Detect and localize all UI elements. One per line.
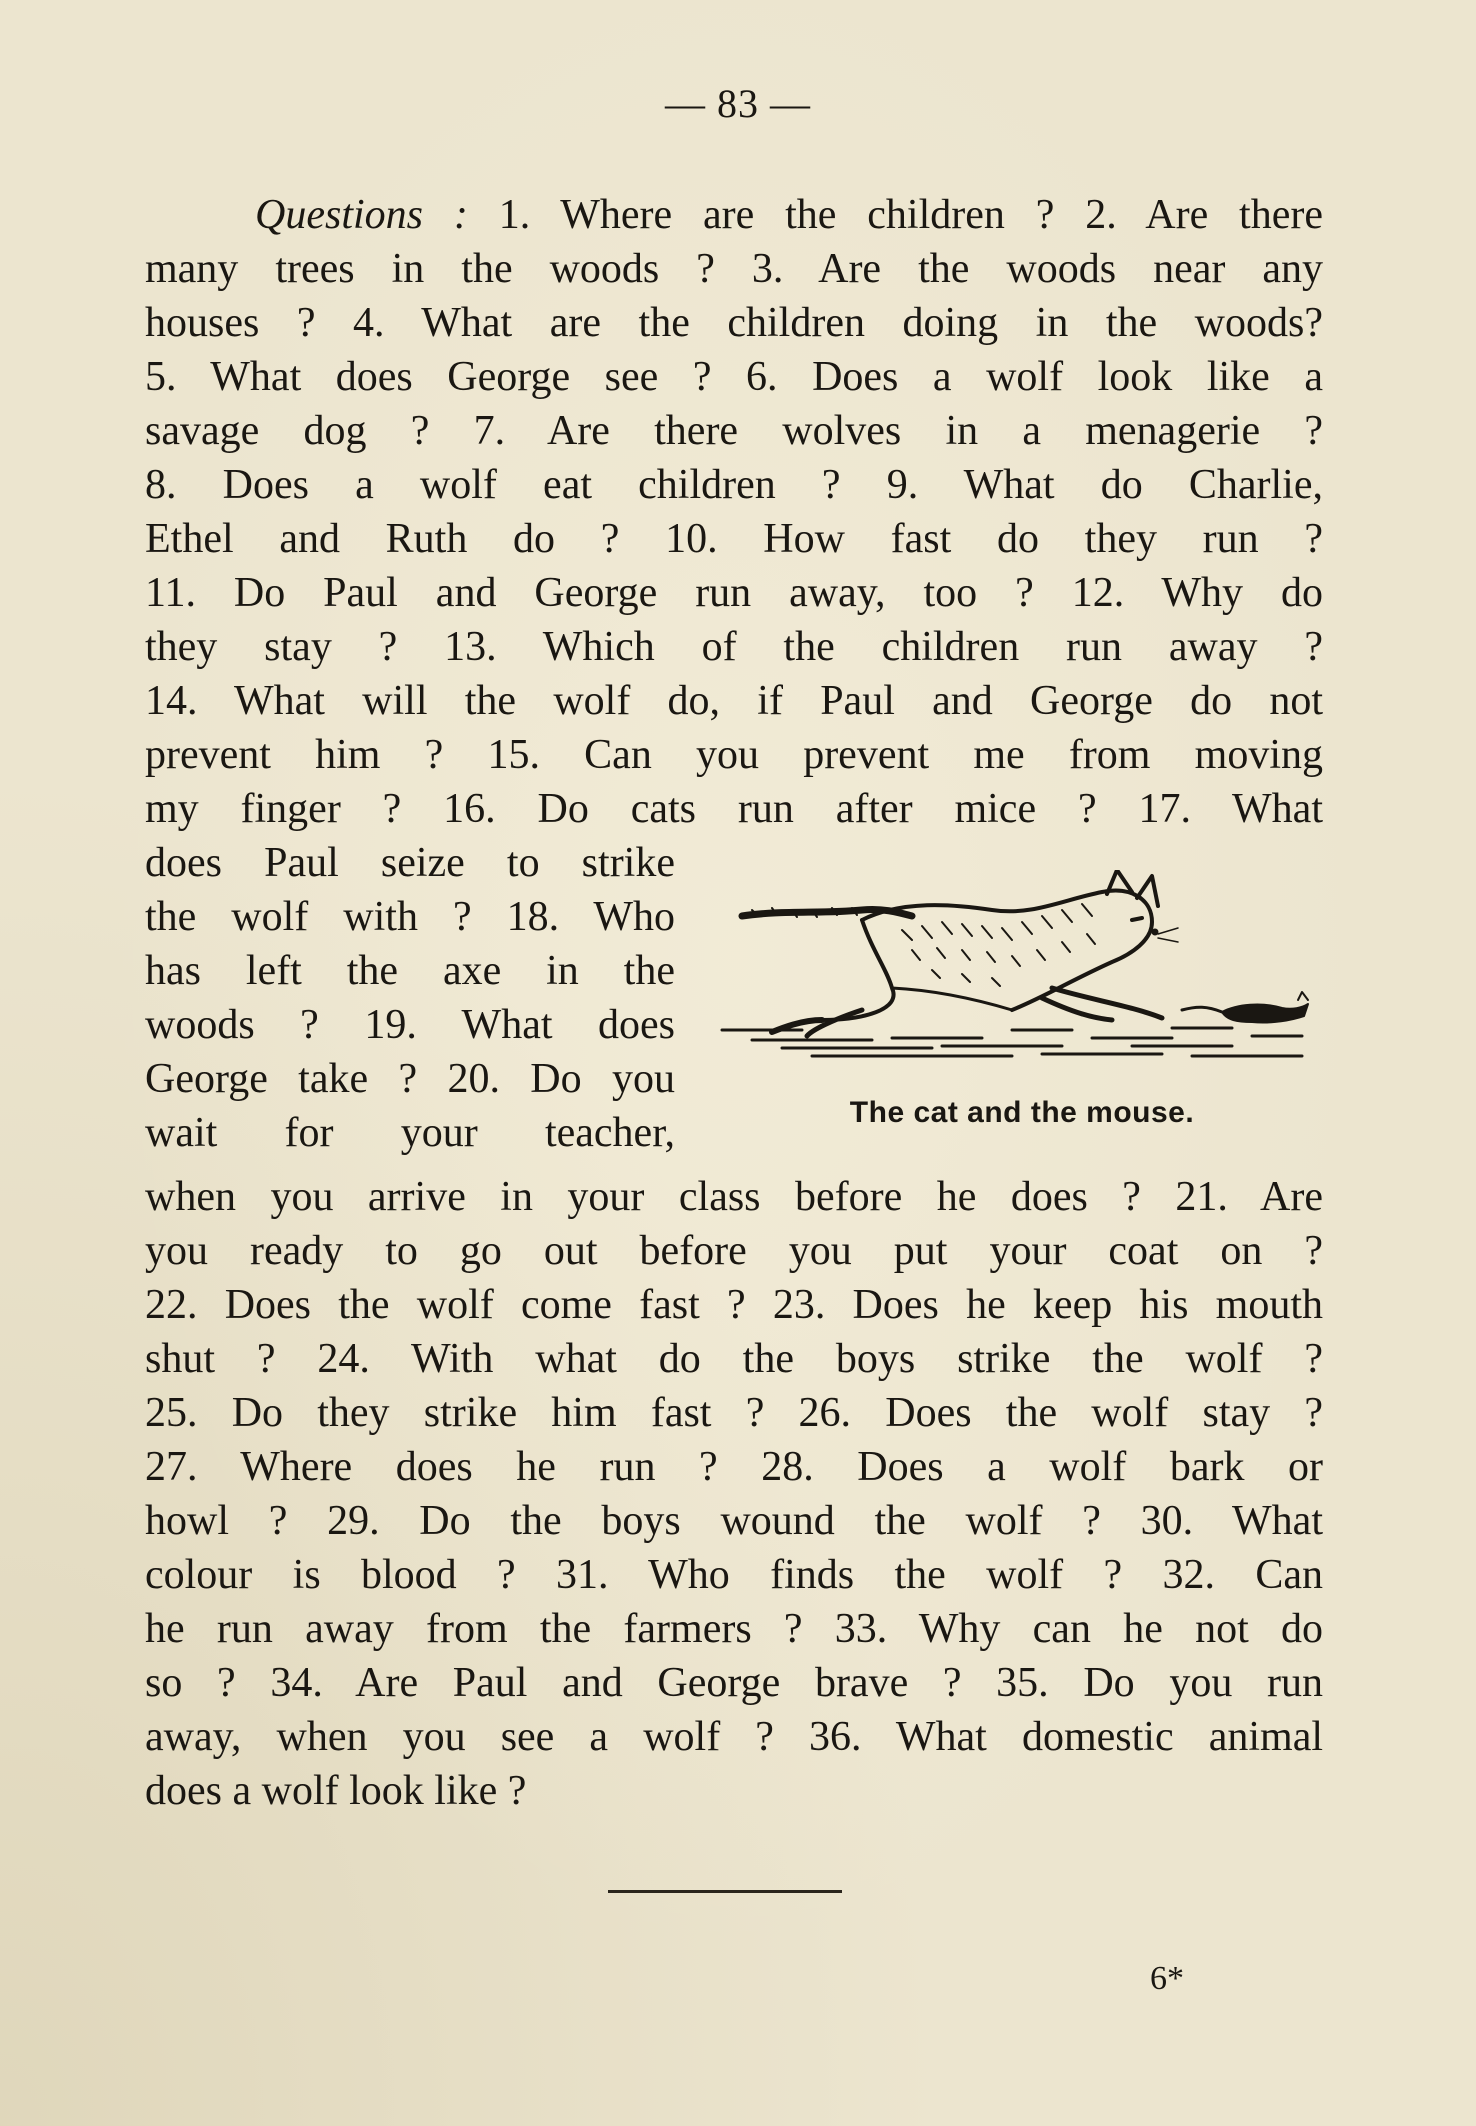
text-line: savage dog ? 7. Are there wolves in a menagerie ? <box>145 408 1323 454</box>
questions-paragraph-top <box>145 188 1323 836</box>
cat-chasing-mouse-illustration <box>712 870 1322 1070</box>
text-line: wait for your teacher, <box>145 1110 675 1156</box>
text-line: howl ? 29. Do the boys wound the wolf ? 30. What <box>145 1498 1323 1544</box>
text-line <box>145 188 1323 242</box>
questions-paragraph-bottom <box>145 1170 1323 1818</box>
text-line: he run away from the farmers ? 33. Why can he not do <box>145 1606 1323 1652</box>
text-line: you ready to go out before you put your coat on ? <box>145 1228 1323 1274</box>
text-line: George take ? 20. Do you <box>145 1056 675 1102</box>
text-line: does Paul seize to strike <box>145 840 675 886</box>
text-line: my finger ? 16. Do cats run after mice ? 17. What <box>145 786 1323 832</box>
text-line: 8. Does a wolf eat children ? 9. What do Charlie, <box>145 462 1323 508</box>
text-line: the wolf with ? 18. Who <box>145 894 675 940</box>
section-divider <box>608 1890 842 1893</box>
text-line: Ethel and Ruth do ? 10. How fast do they run ? <box>145 516 1323 562</box>
text-line: prevent him ? 15. Can you prevent me from moving <box>145 732 1323 778</box>
questions-label: Questions : <box>255 192 468 238</box>
text-line: many trees in the woods ? 3. Are the woods near any <box>145 246 1323 292</box>
text-line: when you arrive in your class before he does ? 21. Are <box>145 1174 1323 1220</box>
questions-wrap-column <box>145 836 675 1160</box>
text-line: 22. Does the wolf come fast ? 23. Does he keep his mouth <box>145 1282 1323 1328</box>
text-line: shut ? 24. With what do the boys strike the wolf ? <box>145 1336 1323 1382</box>
signature-mark: 6* <box>1150 1960 1184 1997</box>
text-line: colour is blood ? 31. Who finds the wolf ? 32. Can <box>145 1552 1323 1598</box>
text-line: they stay ? 13. Which of the children run away ? <box>145 624 1323 670</box>
text-line: 25. Do they strike him fast ? 26. Does the wolf stay ? <box>145 1390 1323 1436</box>
text-line: 14. What will the wolf do, if Paul and George do not <box>145 678 1323 724</box>
text-line: has left the axe in the <box>145 948 675 994</box>
text-line-content: 1. Where are the children ? 2. Are there <box>498 192 1323 238</box>
figure-caption: The cat and the mouse. <box>849 1096 1195 1129</box>
text-line: woods ? 19. What does <box>145 1002 675 1048</box>
text-line: 27. Where does he run ? 28. Does a wolf bark or <box>145 1444 1323 1490</box>
text-line: 11. Do Paul and George run away, too ? 12. Why do <box>145 570 1323 616</box>
text-line: away, when you see a wolf ? 36. What domestic animal <box>145 1714 1323 1760</box>
page-number: — 83 — <box>665 81 811 126</box>
text-line: houses ? 4. What are the children doing in the woods? <box>145 300 1323 346</box>
text-line: 5. What does George see ? 6. Does a wolf look like a <box>145 354 1323 400</box>
text-line: so ? 34. Are Paul and George brave ? 35. Do you run <box>145 1660 1323 1706</box>
text-line: does a wolf look like ? <box>145 1768 527 1814</box>
cat-chasing-mouse-icon <box>712 870 1322 1070</box>
